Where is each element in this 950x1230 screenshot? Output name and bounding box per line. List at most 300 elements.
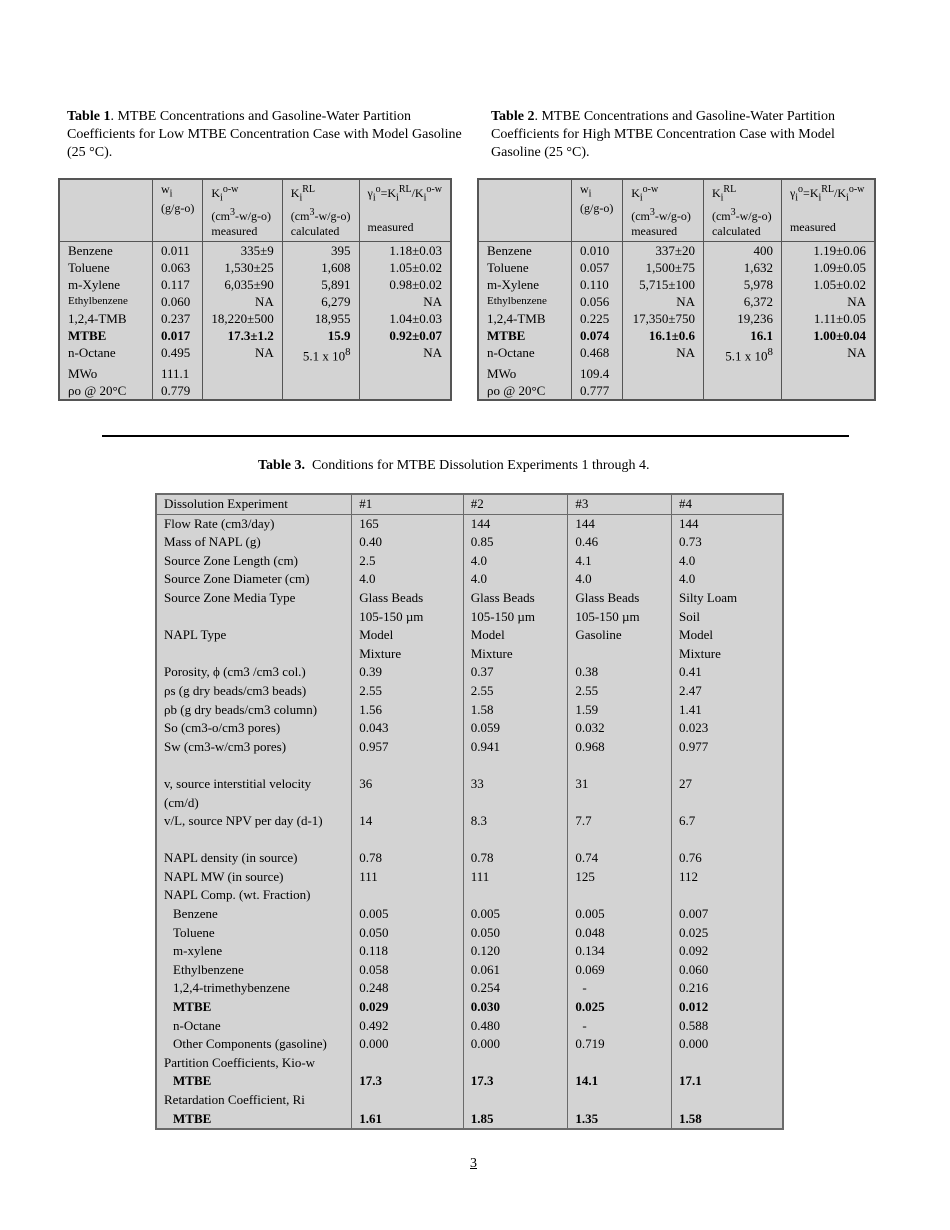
- table-cell: NAPL MW (in source): [164, 868, 284, 884]
- table-cell: [623, 382, 704, 400]
- table-cell: MTBE: [173, 1110, 212, 1126]
- table-cell: [359, 382, 451, 400]
- table-cell: NA: [203, 293, 282, 310]
- table-cell: [156, 608, 352, 627]
- table-cell: 0.78: [463, 849, 568, 868]
- table-row: [478, 365, 875, 382]
- table-cell: [352, 1054, 464, 1073]
- table-row: [59, 242, 451, 260]
- table-row: [156, 775, 783, 794]
- table-row: [156, 979, 783, 998]
- table-cell: 0.010: [572, 242, 623, 260]
- table-cell: 0.41: [672, 663, 783, 682]
- table-cell: Toluene: [487, 260, 529, 276]
- table-row: [156, 738, 783, 757]
- table-cell: Ethylbenzene: [487, 295, 547, 308]
- table-cell: [568, 645, 672, 664]
- table-cell: Glass Beads: [463, 589, 568, 608]
- table-cell: 0.025: [672, 924, 783, 943]
- table-cell: 1.56: [352, 701, 464, 720]
- table2-header-cell: $K_i^{o-w}$ $(cm^3-w/g-o)$ measured: [623, 179, 704, 242]
- table-cell: 337±20: [623, 242, 704, 260]
- table-cell: 19,236: [703, 310, 781, 327]
- table-cell: 1,2,4-TMB: [487, 311, 546, 327]
- table-row: [59, 259, 451, 276]
- table-cell: m-Xylene: [68, 277, 120, 293]
- table2-header-cell: $\gamma_i^o=K_i^{RL}/K_i^{o-w}$ measured: [781, 179, 875, 242]
- table1-header-row: [59, 179, 451, 242]
- table-row: [156, 663, 783, 682]
- table-cell: [672, 1054, 783, 1073]
- table-cell: 1.41: [672, 701, 783, 720]
- table-cell: [352, 831, 464, 850]
- table-cell: 4.0: [352, 570, 464, 589]
- table-cell: 1,2,4-TMB: [68, 311, 127, 327]
- table-cell: [672, 886, 783, 905]
- table-cell: 2.47: [672, 682, 783, 701]
- table-cell: 0.40: [352, 533, 464, 552]
- table-cell: 36: [352, 775, 464, 794]
- table-row: [59, 344, 451, 364]
- table-cell: 1.35: [568, 1110, 672, 1130]
- table-cell: 0.059: [463, 719, 568, 738]
- table-cell: 0.007: [672, 905, 783, 924]
- table-row: [156, 924, 783, 943]
- table-cell: ρb (g dry beads/cm3 column): [164, 701, 318, 717]
- table-cell: 0.117: [153, 276, 203, 293]
- table-cell: 0.092: [672, 942, 783, 961]
- table-cell: [568, 831, 672, 850]
- table-cell: 335±9: [203, 242, 282, 260]
- table-cell: Toluene: [173, 924, 215, 940]
- table-cell: MTBE: [68, 328, 107, 344]
- table1-header-cell: $K_i^{o-w}$ $(cm^3-w/g-o)$ measured: [203, 179, 282, 242]
- table-cell: 2.55: [352, 682, 464, 701]
- table-cell: 0.968: [568, 738, 672, 757]
- table-cell: 0.061: [463, 961, 568, 980]
- table-cell: Toluene: [68, 260, 110, 276]
- table-cell: 0.000: [352, 1035, 464, 1054]
- table-cell: 0.225: [572, 310, 623, 327]
- table1-caption-text: . MTBE Concentrations and Gasoline-Water Partition Coefficients for Low MTBE Concentration Case with Model Gasoline (25 °C).: [67, 109, 462, 160]
- table-cell: 5,715±100: [623, 276, 704, 293]
- table-cell: 0.063: [153, 259, 203, 276]
- table-row: [156, 1110, 783, 1130]
- table-row: [156, 1054, 783, 1073]
- table-cell: Sw (cm3-w/cm3 pores): [164, 738, 287, 754]
- table-cell: 1.58: [463, 701, 568, 720]
- table-cell: [282, 365, 359, 382]
- table-cell: 8.3: [463, 812, 568, 831]
- table1-header-cell: $K_i^{RL}$ $(cm^3-w/g-o)$ calculated: [282, 179, 359, 242]
- table-cell: -: [568, 979, 672, 998]
- table-cell: 0.050: [463, 924, 568, 943]
- table-cell: 15.9: [282, 327, 359, 344]
- table-cell: 1,2,4-trimethybenzene: [173, 980, 290, 996]
- table-cell: NA: [203, 344, 282, 364]
- table-cell: 0.37: [463, 663, 568, 682]
- table-cell: 0.85: [463, 533, 568, 552]
- table-row: [156, 849, 783, 868]
- table-cell: MTBE: [487, 328, 526, 344]
- table-cell: Partition Coefficients, Kio-w: [164, 1054, 316, 1070]
- table-cell: 395: [282, 242, 359, 260]
- table-cell: Flow Rate (cm3/day): [164, 515, 275, 531]
- table-row: [59, 276, 451, 293]
- table-row: [156, 494, 783, 514]
- table-cell: 0.779: [153, 382, 203, 400]
- table-row: [156, 831, 783, 850]
- table-cell: Mass of NAPL (g): [164, 534, 261, 550]
- table-cell: 14.1: [568, 1072, 672, 1091]
- table-cell: 0.46: [568, 533, 672, 552]
- table-cell: 1.61: [352, 1110, 464, 1130]
- table-cell: 1.85: [463, 1110, 568, 1130]
- table-cell: [781, 365, 875, 382]
- table-cell: 2.55: [463, 682, 568, 701]
- table-cell: 111: [463, 868, 568, 887]
- horizontal-rule: [102, 435, 849, 437]
- table-cell: 0.39: [352, 663, 464, 682]
- table-cell: Retardation Coefficient, Ri: [164, 1092, 305, 1107]
- table-cell: 17,350±750: [623, 310, 704, 327]
- table-cell: MWo: [68, 365, 98, 381]
- table3-caption: [258, 457, 650, 475]
- table-cell: [623, 365, 704, 382]
- table-cell: [156, 645, 352, 664]
- table1-header-cell: $w_i$ (g/g-o): [153, 179, 203, 242]
- table-cell: [568, 756, 672, 775]
- table-cell: 0.777: [572, 382, 623, 400]
- table-row: [156, 701, 783, 720]
- table-cell: 0.074: [572, 327, 623, 344]
- table-cell: [672, 794, 783, 813]
- table-row: [478, 259, 875, 276]
- table-cell: 4.0: [672, 552, 783, 571]
- table-row: [156, 905, 783, 924]
- table-cell: (cm/d): [164, 794, 199, 810]
- table-cell: 105-150 µm: [352, 608, 464, 627]
- table-row: [59, 310, 451, 327]
- table-cell: 0.043: [352, 719, 464, 738]
- table-cell: 1.05±0.02: [781, 276, 875, 293]
- table-cell: 0.000: [672, 1035, 783, 1054]
- table-cell: 0.480: [463, 1017, 568, 1036]
- table-cell: 0.237: [153, 310, 203, 327]
- table-cell: 2.55: [568, 682, 672, 701]
- table-cell: 17.3: [352, 1072, 464, 1091]
- table-cell: [672, 756, 783, 775]
- table3: [155, 493, 784, 1130]
- table-cell: 0.060: [672, 961, 783, 980]
- table-cell: 16.1: [703, 327, 781, 344]
- table-row: [156, 570, 783, 589]
- table-cell: 1,500±75: [623, 259, 704, 276]
- table-cell: 5.1 x $10^8$: [703, 344, 781, 364]
- table-row: [478, 242, 875, 260]
- table-row: [156, 719, 783, 738]
- table-cell: 0.032: [568, 719, 672, 738]
- table-cell: Model: [672, 626, 783, 645]
- table-cell: 0.588: [672, 1017, 783, 1036]
- table-cell: 400: [703, 242, 781, 260]
- table-cell: NA: [359, 344, 451, 364]
- table-cell: 2.5: [352, 552, 464, 571]
- table-cell: 0.74: [568, 849, 672, 868]
- table-cell: MTBE: [173, 1073, 212, 1089]
- table1-caption: [67, 108, 462, 162]
- table-cell: 14: [352, 812, 464, 831]
- table-cell: 0.977: [672, 738, 783, 757]
- table-cell: 4.0: [568, 570, 672, 589]
- table-cell: 4.0: [672, 570, 783, 589]
- table-cell: 4.0: [463, 570, 568, 589]
- table-cell: Mixture: [672, 645, 783, 664]
- table-cell: m-xylene: [173, 943, 223, 959]
- table-cell: 17.3: [463, 1072, 568, 1091]
- table2-caption: [491, 108, 886, 162]
- table-cell: 0.057: [572, 259, 623, 276]
- table-cell: 31: [568, 775, 672, 794]
- table-cell: [352, 756, 464, 775]
- table-cell: NA: [781, 293, 875, 310]
- table-cell: [568, 1091, 672, 1110]
- table3-label: Table 3.: [258, 458, 305, 473]
- table-cell: 1,632: [703, 259, 781, 276]
- table-cell: Silty Loam: [672, 589, 783, 608]
- table-cell: [156, 831, 352, 850]
- table-cell: 0.012: [672, 998, 783, 1017]
- table-cell: #2: [463, 494, 568, 514]
- table1-header-cell: $\gamma_i^o=K_i^{RL}/K_i^{o-w}$ measured: [359, 179, 451, 242]
- table-cell: [352, 1091, 464, 1110]
- table-cell: 165: [352, 514, 464, 533]
- table-cell: 4.0: [463, 552, 568, 571]
- table-cell: 144: [463, 514, 568, 533]
- table-cell: 1,608: [282, 259, 359, 276]
- table2: [477, 178, 876, 401]
- table-cell: n-Octane: [487, 345, 535, 361]
- table-cell: 111: [352, 868, 464, 887]
- table-cell: [463, 886, 568, 905]
- table-cell: 0.492: [352, 1017, 464, 1036]
- table-row: [478, 327, 875, 344]
- table-cell: 0.029: [352, 998, 464, 1017]
- table-cell: n-Octane: [68, 345, 116, 361]
- table-cell: 0.495: [153, 344, 203, 364]
- table-cell: 1.04±0.03: [359, 310, 451, 327]
- table-cell: #4: [672, 494, 783, 514]
- table-row: [156, 533, 783, 552]
- table-cell: Mixture: [463, 645, 568, 664]
- table-row: [156, 626, 783, 645]
- table-cell: 16.1±0.6: [623, 327, 704, 344]
- table-cell: v, source interstitial velocity: [164, 775, 312, 791]
- table-cell: 0.048: [568, 924, 672, 943]
- table1-label: Table 1: [67, 109, 111, 124]
- table-cell: [703, 382, 781, 400]
- table-cell: 144: [568, 514, 672, 533]
- table-cell: 7.7: [568, 812, 672, 831]
- table-cell: 18,220±500: [203, 310, 282, 327]
- table-row: [156, 868, 783, 887]
- table-cell: -: [568, 1017, 672, 1036]
- table-row: [156, 645, 783, 664]
- table-cell: 0.118: [352, 942, 464, 961]
- table-cell: Dissolution Experiment: [156, 494, 352, 514]
- table-cell: 0.957: [352, 738, 464, 757]
- table-cell: Mixture: [352, 645, 464, 664]
- table-cell: #3: [568, 494, 672, 514]
- table-cell: [568, 1054, 672, 1073]
- table-cell: Model: [352, 626, 464, 645]
- table-cell: Source Zone Length (cm): [164, 552, 298, 568]
- table-row: [156, 589, 783, 608]
- table-cell: 1.19±0.06: [781, 242, 875, 260]
- table2-header-cell: $K_i^{RL}$ $(cm^3-w/g-o)$ calculated: [703, 179, 781, 242]
- table-cell: 0.025: [568, 998, 672, 1017]
- table-row: [156, 1035, 783, 1054]
- table-cell: Source Zone Media Type: [164, 589, 296, 605]
- table-cell: 0.38: [568, 663, 672, 682]
- table-cell: NA: [623, 293, 704, 310]
- table-cell: [203, 382, 282, 400]
- table-cell: 0.248: [352, 979, 464, 998]
- table-cell: 0.120: [463, 942, 568, 961]
- page-number: 3: [470, 1156, 477, 1171]
- table-cell: Soil: [672, 608, 783, 627]
- table-cell: 1.05±0.02: [359, 259, 451, 276]
- table-cell: 5.1 x $10^8$: [282, 344, 359, 364]
- table-cell: 0.069: [568, 961, 672, 980]
- table-cell: 1.58: [672, 1110, 783, 1130]
- table3-caption-text: Conditions for MTBE Dissolution Experiments 1 through 4.: [311, 458, 650, 473]
- table-cell: 0.941: [463, 738, 568, 757]
- table-cell: 0.76: [672, 849, 783, 868]
- table-cell: 6.7: [672, 812, 783, 831]
- table-row: [156, 1091, 783, 1110]
- table-cell: 0.050: [352, 924, 464, 943]
- table-cell: [359, 365, 451, 382]
- table-cell: Other Components (gasoline): [173, 1036, 327, 1052]
- table-cell: MWo: [487, 365, 517, 381]
- table-row: [156, 1017, 783, 1036]
- table-cell: [463, 831, 568, 850]
- table-cell: [672, 1091, 783, 1110]
- table-cell: 144: [672, 514, 783, 533]
- table-row: [156, 552, 783, 571]
- table-cell: ρo @ 20°C: [68, 382, 127, 398]
- table-cell: [156, 756, 352, 775]
- table-cell: 1.18±0.03: [359, 242, 451, 260]
- table-row: [156, 682, 783, 701]
- table-cell: Gasoline: [568, 626, 672, 645]
- table-cell: [463, 1054, 568, 1073]
- table-cell: 125: [568, 868, 672, 887]
- table-cell: NAPL density (in source): [164, 850, 298, 866]
- table-cell: 5,891: [282, 276, 359, 293]
- table-cell: 0.056: [572, 293, 623, 310]
- table-cell: [203, 365, 282, 382]
- table-cell: [568, 794, 672, 813]
- table-row: [59, 365, 451, 382]
- table-cell: ρo @ 20°C: [487, 382, 546, 398]
- table-cell: NA: [781, 344, 875, 364]
- table2-caption-text: . MTBE Concentrations and Gasoline-Water Partition Coefficients for High MTBE Concentration Case with Model Gasoline (25 °C).: [491, 109, 836, 160]
- table-cell: 0.005: [352, 905, 464, 924]
- table-row: [156, 756, 783, 775]
- table-cell: [463, 756, 568, 775]
- table-row: [478, 382, 875, 400]
- table-cell: 0.92±0.07: [359, 327, 451, 344]
- table-cell: [352, 886, 464, 905]
- table-cell: NAPL Comp. (wt. Fraction): [164, 887, 311, 903]
- table-cell: 1.59: [568, 701, 672, 720]
- table-row: [59, 293, 451, 310]
- table-cell: [781, 382, 875, 400]
- table-cell: 112: [672, 868, 783, 887]
- table-cell: Porosity, ϕ (cm3 /cm3 col.): [164, 664, 306, 680]
- table-cell: 0.023: [672, 719, 783, 738]
- table-cell: 18,955: [282, 310, 359, 327]
- table-cell: Benzene: [68, 243, 113, 259]
- table-cell: 4.1: [568, 552, 672, 571]
- table-row: [156, 812, 783, 831]
- table-row: [156, 886, 783, 905]
- table-row: [478, 276, 875, 293]
- table-cell: 5,978: [703, 276, 781, 293]
- table1: [58, 178, 452, 401]
- table-cell: Glass Beads: [352, 589, 464, 608]
- table-row: [156, 794, 783, 813]
- table-cell: NA: [623, 344, 704, 364]
- table-cell: 0.254: [463, 979, 568, 998]
- table-row: [59, 327, 451, 344]
- table-cell: 0.719: [568, 1035, 672, 1054]
- table-cell: m-Xylene: [487, 277, 539, 293]
- table-cell: 33: [463, 775, 568, 794]
- table-cell: Model: [463, 626, 568, 645]
- table-cell: 109.4: [572, 365, 623, 382]
- table-cell: 0.017: [153, 327, 203, 344]
- table-cell: NA: [359, 293, 451, 310]
- table-cell: 0.98±0.02: [359, 276, 451, 293]
- table-row: [156, 942, 783, 961]
- table-cell: 6,279: [282, 293, 359, 310]
- table-cell: [463, 794, 568, 813]
- table-row: [478, 293, 875, 310]
- table-cell: Ethylbenzene: [68, 295, 128, 308]
- table-cell: [672, 831, 783, 850]
- table-cell: 1.09±0.05: [781, 259, 875, 276]
- table-cell: 27: [672, 775, 783, 794]
- table-cell: v/L, source NPV per day (d-1): [164, 813, 323, 829]
- table-row: [156, 1072, 783, 1091]
- table-cell: MTBE: [173, 999, 212, 1015]
- table-row: [478, 344, 875, 364]
- table-cell: 0.216: [672, 979, 783, 998]
- table-cell: 0.468: [572, 344, 623, 364]
- table-cell: 6,035±90: [203, 276, 282, 293]
- table-cell: Benzene: [487, 243, 532, 259]
- table-row: [156, 514, 783, 533]
- table-cell: NAPL Type: [164, 627, 227, 643]
- table-cell: 0.78: [352, 849, 464, 868]
- table-row: [156, 961, 783, 980]
- table2-header-row: [478, 179, 875, 242]
- table-cell: 0.058: [352, 961, 464, 980]
- table-row: [478, 310, 875, 327]
